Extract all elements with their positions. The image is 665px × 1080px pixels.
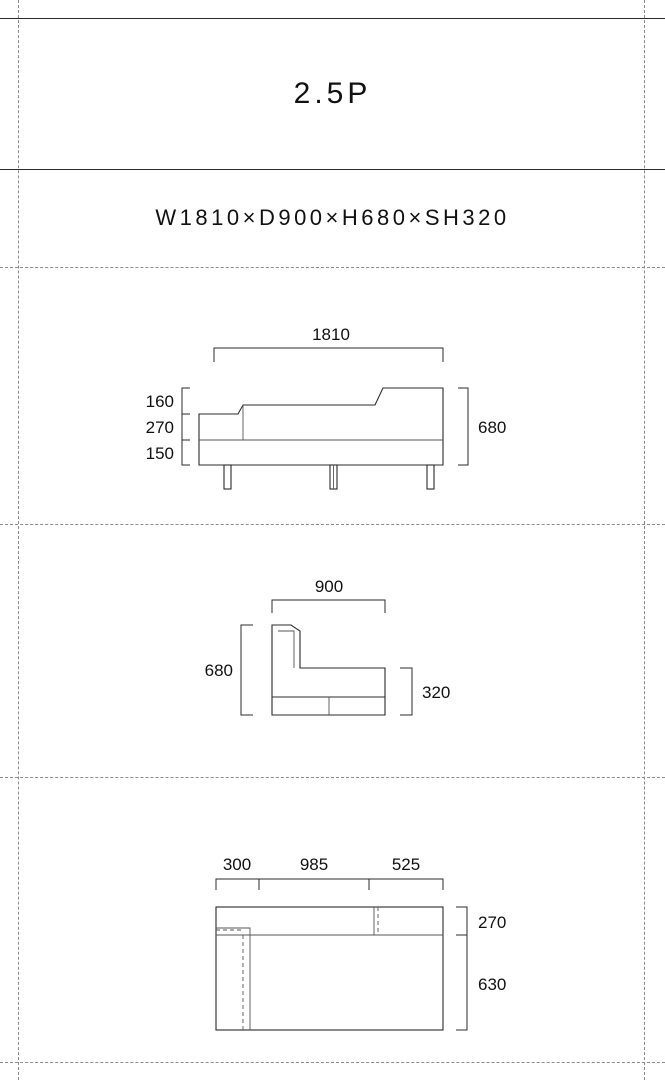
- front-dim-150: 150: [145, 444, 174, 463]
- plan-dim-630: 630: [478, 975, 507, 994]
- rule-under-front: [0, 524, 665, 525]
- side-depth-label: 900: [314, 577, 344, 596]
- front-height-label: 680: [478, 418, 507, 437]
- rule-under-spec: [0, 267, 665, 268]
- page-title: 2.5P: [293, 76, 372, 110]
- front-elevation-view: [0, 290, 665, 520]
- front-dim-160: 160: [145, 392, 174, 411]
- plan-dim-985: 985: [299, 855, 329, 874]
- rule-under-side: [0, 777, 665, 778]
- dimension-spec: W1810×D900×H680×SH320: [155, 205, 510, 230]
- front-dim-270: 270: [145, 418, 174, 437]
- side-seat-height-label: 320: [422, 683, 451, 702]
- side-elevation-view: [0, 545, 665, 770]
- title-band: [0, 18, 665, 169]
- plan-dim-270: 270: [478, 913, 507, 932]
- side-height-label: 680: [204, 661, 233, 680]
- plan-dim-525: 525: [391, 855, 421, 874]
- spec-band: [0, 169, 665, 267]
- rule-bottom: [0, 1062, 665, 1063]
- front-width-label: 1810: [312, 325, 350, 344]
- plan-dim-300: 300: [222, 855, 252, 874]
- top-plan-view: [0, 825, 665, 1060]
